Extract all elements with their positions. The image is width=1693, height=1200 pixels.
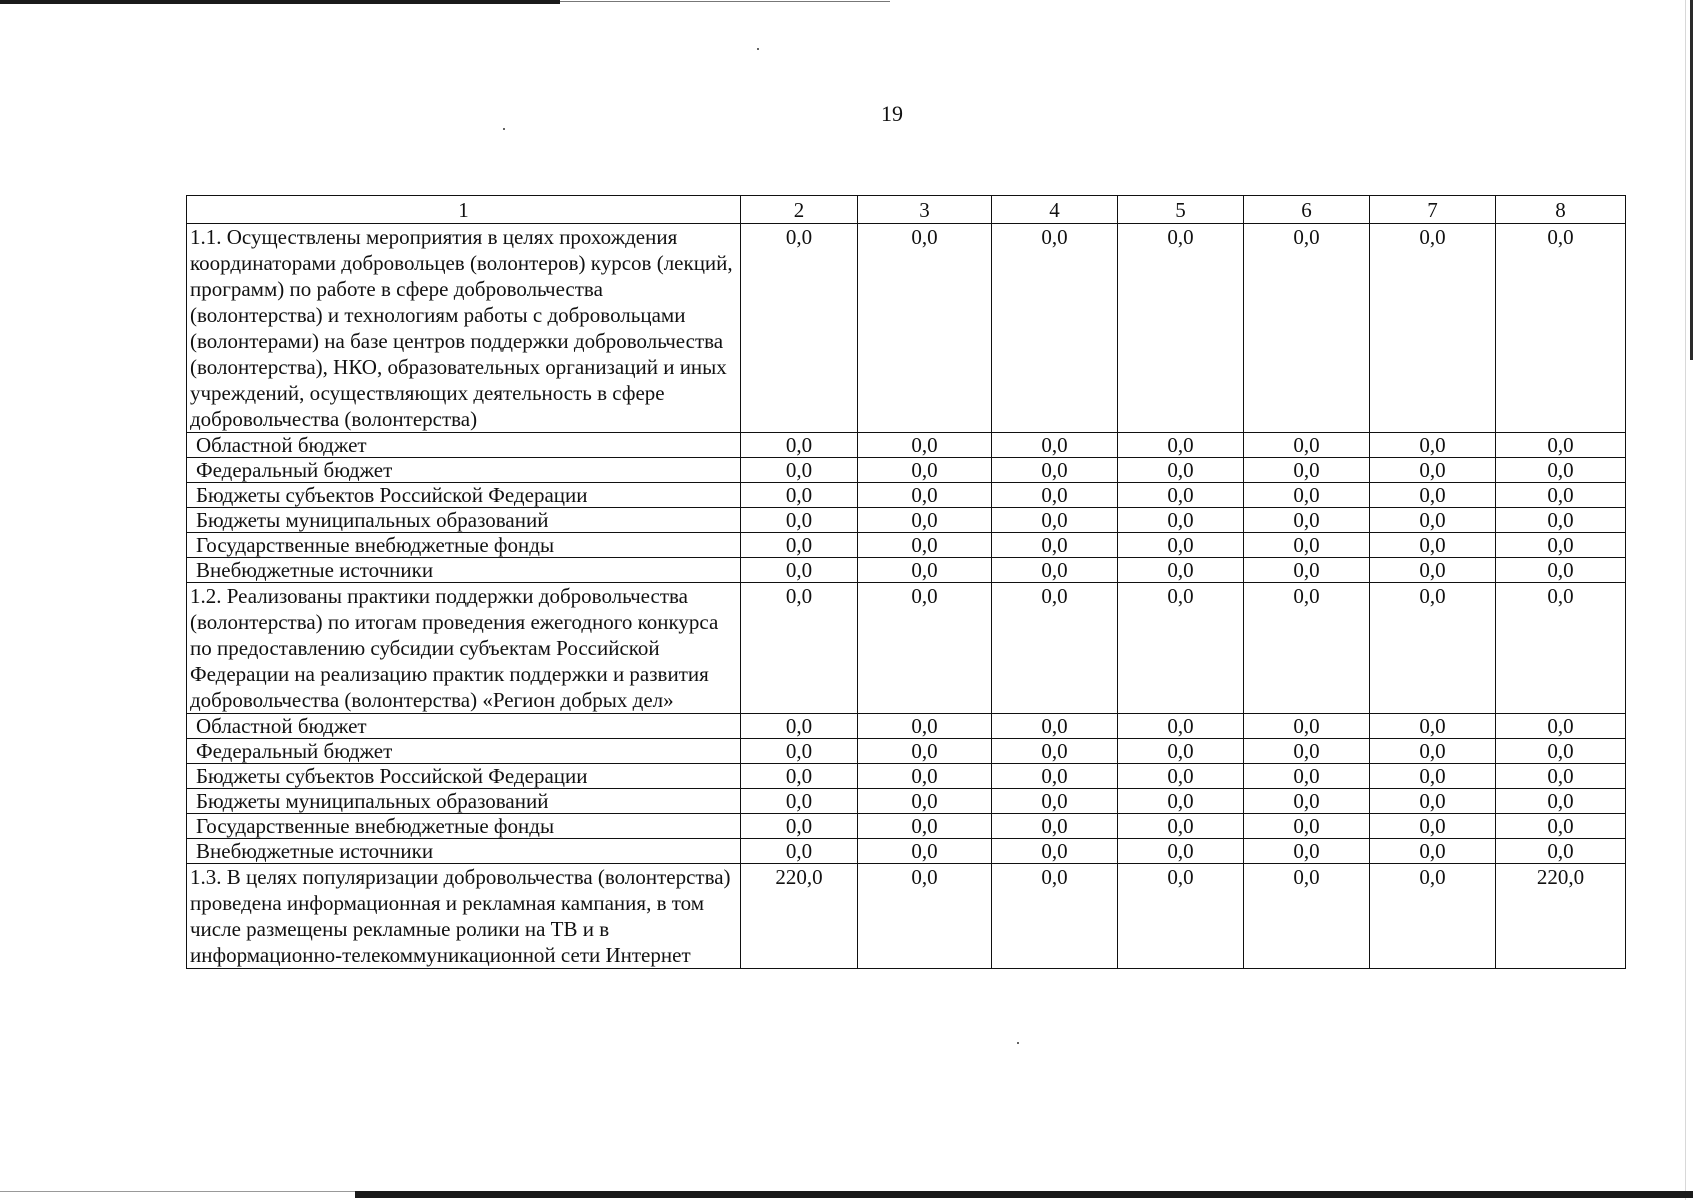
scan-speck bbox=[757, 48, 759, 50]
funding-source-value: 0,0 bbox=[1244, 714, 1370, 739]
funding-source-value: 0,0 bbox=[1118, 558, 1244, 583]
funding-source-value: 0,0 bbox=[992, 739, 1118, 764]
table-row-funding-source bbox=[187, 458, 1626, 483]
table-row-funding-source bbox=[187, 508, 1626, 533]
funding-source-value: 0,0 bbox=[992, 458, 1118, 483]
table-row-funding-source bbox=[187, 814, 1626, 839]
funding-source-value: 0,0 bbox=[1370, 764, 1496, 789]
item-value: 0,0 bbox=[1370, 864, 1496, 969]
item-value: 0,0 bbox=[1370, 224, 1496, 433]
funding-source-label: Бюджеты муниципальных образований bbox=[187, 508, 741, 533]
item-value: 0,0 bbox=[1244, 224, 1370, 433]
funding-source-value: 0,0 bbox=[992, 764, 1118, 789]
funding-source-value: 0,0 bbox=[1370, 714, 1496, 739]
table-row-funding-source bbox=[187, 558, 1626, 583]
table-row-item bbox=[187, 224, 1626, 433]
funding-source-value: 0,0 bbox=[1118, 764, 1244, 789]
scan-speck bbox=[503, 128, 505, 130]
funding-source-value: 0,0 bbox=[858, 839, 992, 864]
item-title: 1.3. В целях популяризации добровольчества (волонтерства) проведена информационная и рекламная кампания, в том числе размещены рекламные ролики на ТВ и в информационно-телекоммуникационной сети Интернет bbox=[187, 864, 741, 969]
item-value: 0,0 bbox=[741, 583, 858, 714]
item-value: 0,0 bbox=[1496, 224, 1626, 433]
scan-edge-bottom-thin bbox=[0, 1191, 355, 1192]
column-header: 1 bbox=[187, 196, 741, 224]
table-row-funding-source bbox=[187, 789, 1626, 814]
item-value: 0,0 bbox=[1496, 583, 1626, 714]
table-header-row bbox=[187, 196, 1626, 224]
table-row-funding-source bbox=[187, 433, 1626, 458]
funding-source-value: 0,0 bbox=[858, 458, 992, 483]
funding-source-value: 0,0 bbox=[1244, 483, 1370, 508]
funding-source-value: 0,0 bbox=[741, 839, 858, 864]
funding-source-value: 0,0 bbox=[992, 789, 1118, 814]
scan-edge-bottom bbox=[355, 1191, 1693, 1198]
funding-source-value: 0,0 bbox=[992, 533, 1118, 558]
funding-source-label: Государственные внебюджетные фонды bbox=[187, 533, 741, 558]
funding-source-value: 0,0 bbox=[1496, 839, 1626, 864]
funding-source-value: 0,0 bbox=[992, 508, 1118, 533]
table-row-funding-source bbox=[187, 839, 1626, 864]
funding-source-value: 0,0 bbox=[858, 764, 992, 789]
column-header: 6 bbox=[1244, 196, 1370, 224]
item-value: 220,0 bbox=[741, 864, 858, 969]
funding-source-value: 0,0 bbox=[1496, 789, 1626, 814]
funding-source-value: 0,0 bbox=[858, 789, 992, 814]
funding-source-value: 0,0 bbox=[1118, 433, 1244, 458]
funding-source-value: 0,0 bbox=[858, 814, 992, 839]
funding-source-value: 0,0 bbox=[1118, 508, 1244, 533]
funding-source-value: 0,0 bbox=[1244, 789, 1370, 814]
table-row-funding-source bbox=[187, 483, 1626, 508]
item-value: 0,0 bbox=[1118, 583, 1244, 714]
budget-table-body bbox=[187, 196, 1626, 969]
funding-source-value: 0,0 bbox=[1496, 739, 1626, 764]
funding-source-value: 0,0 bbox=[1244, 739, 1370, 764]
funding-source-value: 0,0 bbox=[1496, 483, 1626, 508]
funding-source-value: 0,0 bbox=[1118, 789, 1244, 814]
funding-source-value: 0,0 bbox=[1496, 764, 1626, 789]
funding-source-value: 0,0 bbox=[741, 814, 858, 839]
funding-source-label: Бюджеты субъектов Российской Федерации bbox=[187, 764, 741, 789]
funding-source-value: 0,0 bbox=[741, 533, 858, 558]
funding-source-value: 0,0 bbox=[1118, 483, 1244, 508]
item-value: 0,0 bbox=[1244, 583, 1370, 714]
funding-source-value: 0,0 bbox=[1244, 839, 1370, 864]
funding-source-value: 0,0 bbox=[741, 558, 858, 583]
funding-source-value: 0,0 bbox=[1496, 814, 1626, 839]
funding-source-value: 0,0 bbox=[992, 714, 1118, 739]
funding-source-label: Бюджеты муниципальных образований bbox=[187, 789, 741, 814]
item-value: 220,0 bbox=[1496, 864, 1626, 969]
funding-source-label: Федеральный бюджет bbox=[187, 458, 741, 483]
funding-source-value: 0,0 bbox=[1118, 814, 1244, 839]
funding-source-label: Внебюджетные источники bbox=[187, 839, 741, 864]
funding-source-value: 0,0 bbox=[741, 789, 858, 814]
item-value: 0,0 bbox=[858, 864, 992, 969]
funding-source-value: 0,0 bbox=[741, 508, 858, 533]
funding-source-value: 0,0 bbox=[741, 433, 858, 458]
funding-source-value: 0,0 bbox=[741, 714, 858, 739]
funding-source-value: 0,0 bbox=[1370, 508, 1496, 533]
table-row-item bbox=[187, 583, 1626, 714]
column-header: 2 bbox=[741, 196, 858, 224]
funding-source-value: 0,0 bbox=[1496, 433, 1626, 458]
scan-edge-right-faint bbox=[1685, 0, 1686, 1200]
funding-source-value: 0,0 bbox=[1118, 533, 1244, 558]
funding-source-value: 0,0 bbox=[1244, 533, 1370, 558]
funding-source-value: 0,0 bbox=[992, 433, 1118, 458]
funding-source-value: 0,0 bbox=[1244, 814, 1370, 839]
funding-source-value: 0,0 bbox=[1118, 839, 1244, 864]
funding-source-value: 0,0 bbox=[1244, 458, 1370, 483]
funding-source-value: 0,0 bbox=[741, 739, 858, 764]
item-value: 0,0 bbox=[1118, 224, 1244, 433]
funding-source-value: 0,0 bbox=[992, 483, 1118, 508]
funding-source-value: 0,0 bbox=[858, 739, 992, 764]
funding-source-value: 0,0 bbox=[1370, 789, 1496, 814]
column-header: 3 bbox=[858, 196, 992, 224]
funding-source-value: 0,0 bbox=[1370, 739, 1496, 764]
funding-source-value: 0,0 bbox=[1496, 508, 1626, 533]
funding-source-value: 0,0 bbox=[1118, 458, 1244, 483]
funding-source-value: 0,0 bbox=[1370, 814, 1496, 839]
funding-source-value: 0,0 bbox=[1370, 839, 1496, 864]
item-value: 0,0 bbox=[1118, 864, 1244, 969]
funding-source-value: 0,0 bbox=[1244, 433, 1370, 458]
funding-source-value: 0,0 bbox=[858, 558, 992, 583]
funding-source-value: 0,0 bbox=[1118, 714, 1244, 739]
funding-source-label: Бюджеты субъектов Российской Федерации bbox=[187, 483, 741, 508]
page-number: 19 bbox=[881, 101, 903, 126]
item-value: 0,0 bbox=[1370, 583, 1496, 714]
funding-source-value: 0,0 bbox=[992, 814, 1118, 839]
funding-source-label: Государственные внебюджетные фонды bbox=[187, 814, 741, 839]
item-value: 0,0 bbox=[1244, 864, 1370, 969]
scan-edge-top-thin bbox=[560, 1, 890, 2]
item-value: 0,0 bbox=[992, 864, 1118, 969]
funding-source-label: Федеральный бюджет bbox=[187, 739, 741, 764]
funding-source-value: 0,0 bbox=[1118, 739, 1244, 764]
scan-edge-top bbox=[0, 0, 560, 4]
table-row-funding-source bbox=[187, 764, 1626, 789]
funding-source-value: 0,0 bbox=[858, 508, 992, 533]
column-header: 4 bbox=[992, 196, 1118, 224]
funding-source-value: 0,0 bbox=[858, 714, 992, 739]
item-value: 0,0 bbox=[992, 224, 1118, 433]
funding-source-value: 0,0 bbox=[1370, 558, 1496, 583]
budget-table bbox=[186, 195, 1626, 969]
funding-source-value: 0,0 bbox=[741, 483, 858, 508]
funding-source-value: 0,0 bbox=[858, 533, 992, 558]
table-row-item bbox=[187, 864, 1626, 969]
column-header: 5 bbox=[1118, 196, 1244, 224]
funding-source-value: 0,0 bbox=[992, 558, 1118, 583]
funding-source-label: Областной бюджет bbox=[187, 433, 741, 458]
funding-source-value: 0,0 bbox=[992, 839, 1118, 864]
funding-source-value: 0,0 bbox=[741, 458, 858, 483]
funding-source-label: Внебюджетные источники bbox=[187, 558, 741, 583]
item-value: 0,0 bbox=[858, 224, 992, 433]
funding-source-value: 0,0 bbox=[1244, 508, 1370, 533]
table-row-funding-source bbox=[187, 533, 1626, 558]
funding-source-value: 0,0 bbox=[1496, 533, 1626, 558]
funding-source-value: 0,0 bbox=[858, 433, 992, 458]
column-header: 8 bbox=[1496, 196, 1626, 224]
funding-source-value: 0,0 bbox=[1370, 433, 1496, 458]
table-row-funding-source bbox=[187, 714, 1626, 739]
funding-source-value: 0,0 bbox=[1244, 764, 1370, 789]
funding-source-label: Областной бюджет bbox=[187, 714, 741, 739]
column-header: 7 bbox=[1370, 196, 1496, 224]
table-row-funding-source bbox=[187, 739, 1626, 764]
funding-source-value: 0,0 bbox=[1244, 558, 1370, 583]
item-title: 1.1. Осуществлены мероприятия в целях прохождения координаторами добровольцев (волонтеров) курсов (лекций, программ) по работе в сфере добровольчества (волонтерства) и технологиям работы с добровольцами (волонтерами) на базе центров поддержки добровольчества (волонтерства), НКО, образовательных организаций и иных учреждений, осуществляющих деятельность в сфере добровольчества (волонтерства) bbox=[187, 224, 741, 433]
funding-source-value: 0,0 bbox=[1370, 483, 1496, 508]
funding-source-value: 0,0 bbox=[858, 483, 992, 508]
item-value: 0,0 bbox=[992, 583, 1118, 714]
funding-source-value: 0,0 bbox=[1370, 533, 1496, 558]
funding-source-value: 0,0 bbox=[1496, 714, 1626, 739]
funding-source-value: 0,0 bbox=[1370, 458, 1496, 483]
funding-source-value: 0,0 bbox=[741, 764, 858, 789]
funding-source-value: 0,0 bbox=[1496, 458, 1626, 483]
item-value: 0,0 bbox=[858, 583, 992, 714]
funding-source-value: 0,0 bbox=[1496, 558, 1626, 583]
item-title: 1.2. Реализованы практики поддержки добровольчества (волонтерства) по итогам проведения ежегодного конкурса по предоставлению субсидии субъектам Российской Федерации на реализацию практик поддержки и развития добровольчества (волонтерства) «Регион добрых дел» bbox=[187, 583, 741, 714]
item-value: 0,0 bbox=[741, 224, 858, 433]
scan-speck bbox=[1017, 1042, 1019, 1044]
